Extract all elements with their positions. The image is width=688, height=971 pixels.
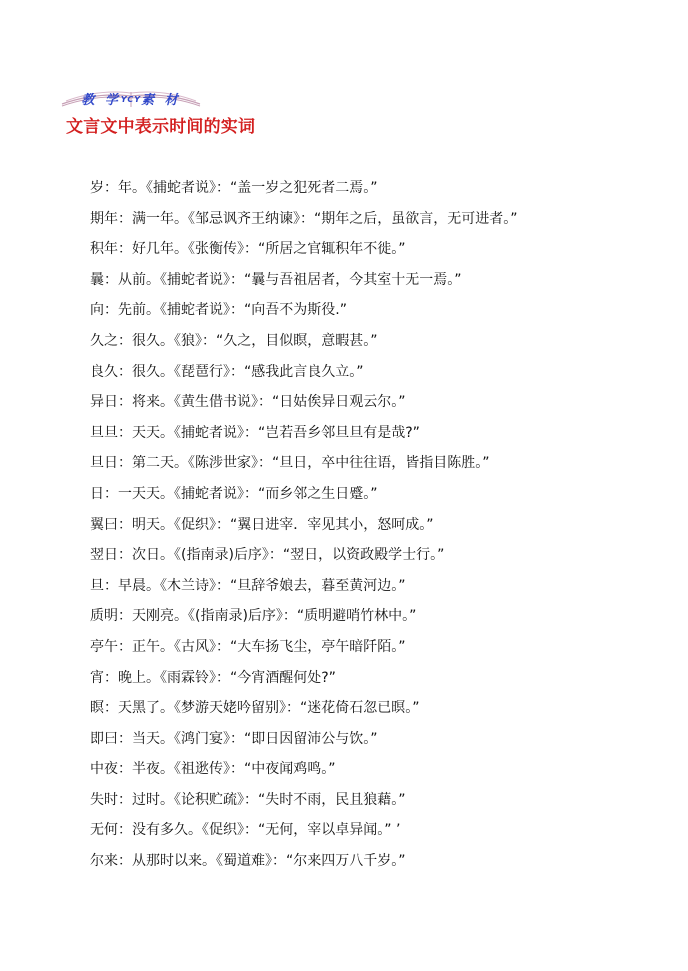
list-item [90, 606, 518, 637]
entry-gloss: 第二天。《陈涉世家》：“旦日，卒中往往语，皆指目陈胜。” [132, 455, 490, 472]
entry-gloss: 将来。《黄生借书说》：“日姑俟异日观云尔。” [132, 394, 406, 411]
entry-gloss: 先前。《捕蛇者说》：“向吾不为斯役.” [118, 302, 347, 319]
entry-separator: ： [104, 302, 118, 319]
entry-separator: ： [104, 700, 118, 717]
entry-separator: ： [118, 822, 132, 839]
entry-word: 期年 [90, 210, 118, 227]
entry-gloss: 早晨。《木兰诗》：“旦辞爷娘去，暮至黄河边。” [118, 577, 406, 594]
entry-gloss: 满一年。《邹忌讽齐王纳谏》：“期年之后，虽欲言，无可进者。” [132, 210, 518, 227]
entry-word: 久之 [90, 332, 118, 349]
entry-separator: ： [118, 547, 132, 564]
entry-word: 尔来 [90, 853, 118, 870]
entry-gloss: 天天。《捕蛇者说》：“岂若吾乡邻旦旦有是哉?” [132, 424, 420, 441]
entry-separator: ： [104, 669, 118, 686]
entry-gloss: 次日。《(指南录)后序》：“翌日，以资政殿学士行。” [132, 547, 445, 564]
entry-separator: ： [118, 791, 132, 808]
list-item [90, 637, 518, 668]
entry-gloss: 很久。《狼》：“久之，目似瞑，意暇甚。” [132, 332, 378, 349]
entry-gloss: 没有多久。《促织》：“无何，宰以卓异闻。” ’ [132, 822, 401, 839]
entry-separator: ： [104, 271, 118, 288]
list-item [90, 851, 518, 882]
entry-word: 旦日 [90, 455, 118, 472]
entry-separator: ： [118, 394, 132, 411]
list-item [90, 729, 518, 760]
entry-word: 翼曰 [90, 516, 118, 533]
entry-separator: ： [118, 730, 132, 747]
list-item [90, 392, 518, 423]
entry-gloss: 天刚亮。《(指南录)后序》：“质明避哨竹林中。” [132, 608, 417, 625]
entry-word: 中夜 [90, 761, 118, 778]
entry-word: 良久 [90, 363, 118, 380]
list-item [90, 270, 518, 301]
logo-right-text: 素 材 [141, 93, 181, 108]
entry-word: 曩 [90, 271, 104, 288]
entry-separator: ： [118, 761, 132, 778]
list-item [90, 668, 518, 699]
list-item [90, 545, 518, 576]
logo-mid-text: YCY [120, 95, 142, 104]
entry-separator: ： [118, 853, 132, 870]
list-item [90, 453, 518, 484]
entry-separator: ： [118, 608, 132, 625]
entry-gloss: 正午。《古风》：“大车扬飞尘，亭午暗阡陌。” [132, 638, 406, 655]
entry-word: 宵 [90, 669, 104, 686]
entry-separator: ： [118, 241, 132, 258]
entry-gloss: 从前。《捕蛇者说》：“曩与吾祖居者，今其室十无一焉。” [118, 271, 462, 288]
entry-word: 旦 [90, 577, 104, 594]
list-item [90, 423, 518, 454]
entry-separator: ： [118, 363, 132, 380]
entry-gloss: 从那时以来。《蜀道难》：“尔来四万八千岁。” [132, 853, 406, 870]
entry-word: 无何 [90, 822, 118, 839]
list-item [90, 484, 518, 515]
entry-gloss: 半夜。《祖逖传》：“中夜闻鸡鸣。” [132, 761, 336, 778]
entry-word: 瞑 [90, 700, 104, 717]
logo [60, 86, 202, 108]
entry-word: 积年 [90, 241, 118, 258]
entry-word: 质明 [90, 608, 118, 625]
entry-separator: ： [104, 180, 118, 196]
entry-gloss: 年。《捕蛇者说》：“盖一岁之犯死者二焉。” [118, 180, 378, 196]
list-item [90, 790, 518, 821]
entry-gloss: 很久。《琵琶行》：“感我此言良久立。” [132, 363, 364, 380]
entry-word: 岁 [90, 180, 104, 196]
entry-word: 异日 [90, 394, 118, 411]
logo-text [64, 89, 198, 108]
entry-separator: ： [118, 210, 132, 227]
entry-separator: ： [104, 577, 118, 594]
page-title: 文言文中表示时间的实词 [66, 117, 256, 137]
entry-gloss: 一天天。《捕蛇者说》：“而乡邻之生日蹙。” [118, 485, 378, 502]
entry-gloss: 好几年。《张衡传》：“所居之官辄积年不徙。” [132, 241, 406, 258]
list-item [90, 698, 518, 729]
entry-separator: ： [104, 485, 118, 502]
entry-word: 失时 [90, 791, 118, 808]
list-item [90, 362, 518, 393]
entry-word: 即曰 [90, 730, 118, 747]
list-item [90, 300, 518, 331]
entry-gloss: 过时。《论积贮疏》：“失时不雨，民且狼藉。” [132, 791, 406, 808]
entry-word: 向 [90, 302, 104, 319]
entry-word: 日 [90, 485, 104, 502]
entry-gloss: 当天。《鸿门宴》：“即日因留沛公与饮。” [132, 730, 378, 747]
list-item [90, 576, 518, 607]
entry-list [90, 178, 518, 882]
entry-separator: ： [118, 638, 132, 655]
logo-left-text: 教 学 [81, 93, 121, 108]
list-item [90, 515, 518, 546]
entry-gloss: 晚上。《雨霖铃》：“今宵酒醒何处?” [118, 669, 336, 686]
entry-gloss: 天黑了。《梦游天姥吟留别》：“迷花倚石忽已暝。” [118, 700, 420, 717]
entry-word: 亭午 [90, 638, 118, 655]
entry-word: 旦旦 [90, 424, 118, 441]
list-item [90, 820, 518, 851]
list-item [90, 178, 518, 209]
entry-separator: ： [118, 455, 132, 472]
list-item [90, 239, 518, 270]
entry-word: 翌日 [90, 547, 118, 564]
list-item [90, 331, 518, 362]
entry-separator: ： [118, 516, 132, 533]
list-item [90, 759, 518, 790]
list-item [90, 209, 518, 240]
entry-separator: ： [118, 424, 132, 441]
entry-separator: ： [118, 332, 132, 349]
entry-gloss: 明天。《促织》：“翼日进宰．宰见其小，怒呵成。” [132, 516, 434, 533]
